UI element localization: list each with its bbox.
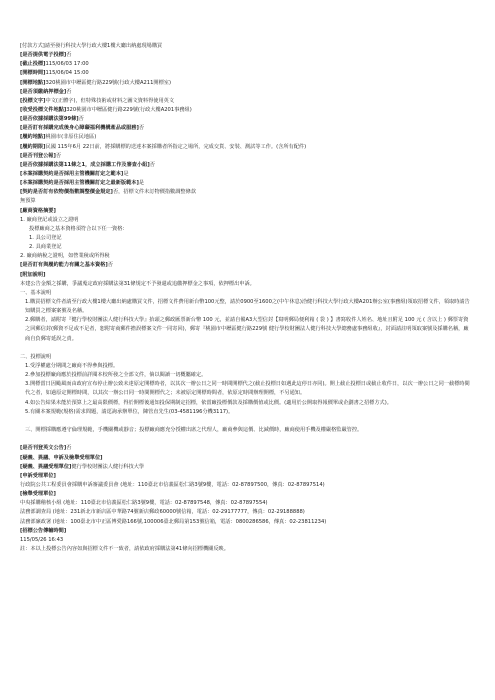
- meta-row: [20, 188, 473, 197]
- meta-value: 否: [78, 116, 84, 123]
- notes-item: 1.購買招標文件者請至行政大樓1樓大廳出納處購買文件，招標文件費用新台幣100元整，請於0900至1600之(中午休息)洽健行科技大學行政大樓A201辦公室(事務組)領取招標文件，領取時請告知購買之標案案號及名稱。: [25, 298, 470, 315]
- meta-label: [收受投標文件地點]: [20, 106, 67, 113]
- meta-row: [20, 143, 473, 152]
- meta-label: [本案採購契約是否採用主管機關訂定之最新版範本]: [20, 180, 139, 187]
- tender-meta-section: [20, 51, 473, 206]
- notes-item: 4.如公告結果未能於預算上之最高限價標，得於開標後通知投保期制定招標，依當廠投標價款及採購價值或比價。(適用於公開取得報價單或企劃書之招標方式)。: [25, 399, 392, 406]
- meta-value: 320桃園市中壢區健行路229號(行政大樓A201事務組): [66, 106, 192, 113]
- notes-section-title: 一、基本說明: [20, 289, 52, 296]
- meta-row: [20, 106, 473, 115]
- date-label: [招標公告傳輸時間]: [20, 527, 67, 534]
- spacer: [20, 417, 473, 426]
- meta-value: 否: [55, 152, 62, 159]
- notes-item: 1.受浮權處分期間之廠商不得參與投標。: [25, 363, 119, 369]
- meta-row: [20, 124, 473, 133]
- meta-value: 否: [66, 88, 72, 95]
- date-value: 115/05/26 16:43: [20, 536, 64, 543]
- meta-label: [是否訂有採購完成後身心障礙福利機構產品或服務]: [20, 125, 139, 132]
- meta-row: [20, 133, 473, 142]
- qualification-subitem: 1. 具公司登記: [29, 234, 62, 241]
- payment-method-line: [付款方式]請至發行科技大學行政大樓1樓大廳出納處現場購買: [20, 43, 163, 49]
- doubt-row: [20, 463, 473, 472]
- notes-section3: 三、開標採購應遵守倫理規範，手機關機或靜音；投標廠商應充分授權出席之代理人，廠商參與這價、比減價時，廠商使用手機及權嚴格監嚴管控。: [25, 427, 363, 434]
- meta-value: 桃園市(非原住民地區): [45, 134, 97, 141]
- complaint-value: 行政院公共工程委員會採購申訴審議委員會 (地址：110臺北市信義區松仁路3號9樓，電話：02-87897500，傳真：02-87897514): [20, 481, 325, 488]
- meta-row: [20, 161, 473, 170]
- meta-label: [本案採購契約是否採用主管機關訂定之範本]: [20, 170, 124, 177]
- notes-intro: 本建公告金額之採購，爭議蒐定政府採購法第31條規定不予發還或追繳押標金之事項，依押標出申訴。: [20, 280, 255, 287]
- qualification-item: 1. 廠商登記或設立之證明: [20, 216, 79, 223]
- meta-row: [20, 179, 473, 188]
- meta-row: [20, 69, 473, 78]
- meta-row: [20, 115, 473, 124]
- meta-label: [是否提供電子投標]: [20, 52, 67, 59]
- notes-item: 2.參加投標廠商應於投標前詳閱本校所發之全部文件，倘以閱讀一切概屬確定。: [25, 372, 207, 379]
- report-label: [檢舉受理單位]: [20, 491, 56, 498]
- meta-label: [履約期限]: [20, 143, 46, 150]
- spacer: [20, 435, 473, 444]
- meta-value: 否: [138, 125, 145, 132]
- report-unit: 法務部廉政署 (地址：100臺北市中正區博愛路166號,100006臺北郵局第153號信箱，電話：0800286586，傳真：02-23811234): [20, 518, 327, 525]
- notes-item: 3.開標當日因颱風而由政府宣布停止辦公致未達原定開標時者，以其次一辦公日之同一時間開標代之(截止投標日如遇此這停日亦同)。開上截止投標日或截止收件日，以次一辦公日之同一截標時間代之者，如過原定開標時間，以其次一辦公日同一時間開標代之；未被原定開標時間者，依原定時間辦理開標，不另通知。: [25, 381, 470, 397]
- notes-heading: [附加說明]: [20, 271, 46, 278]
- capacity-value: 否: [107, 262, 113, 269]
- notes-item: 5.有關本案規範(規格)需求問題，請逕詢承辦單位，陳管直先生(03-4581196分機3117)。: [25, 408, 234, 415]
- notes-section-title: 二、投標說明: [20, 353, 52, 360]
- complaint-label: [申訴受理單位]: [20, 472, 56, 479]
- meta-label: [投標文字]: [20, 97, 46, 104]
- qualification-subitem: 2. 具商業登記: [29, 244, 62, 251]
- doubt-label: [疑義、異議受理單位]: [20, 463, 72, 470]
- meta-label: [是否須繳納押標金]: [20, 88, 67, 95]
- qualification-section: [20, 207, 473, 271]
- meta-value: 115/06/03 17:00: [45, 61, 89, 68]
- report-unit: 中央採購稽核小組 (地址：110臺北市信義區松仁路3號9樓，電話：02-87897548，傳真：02-87897554): [20, 500, 268, 507]
- meta-value: 中文(正體字)，但特殊技術或材料之圖文資料得使用英文: [45, 97, 175, 104]
- qualification-item: 2. 廠商納稅之證明，如營業稅或所得稅: [20, 253, 110, 260]
- qualification-heading: [廠商資格摘要]: [20, 207, 56, 214]
- meta-label: [契約是否訂有依物價指數調整價金規定]: [20, 189, 113, 196]
- english-notice-row: [20, 444, 473, 453]
- meta-row: [20, 88, 473, 97]
- meta-row: [20, 51, 473, 60]
- meta-label: [是否依據採購法第99條]: [20, 116, 79, 123]
- meta-row: [20, 60, 473, 69]
- english-notice-label: [是否刊登英文公告]: [20, 445, 67, 452]
- meta-label: [是否依據採購法第11條之1，成立採購工作及審查小組]: [20, 161, 150, 168]
- contacts-section: [20, 444, 473, 545]
- footer-note: 註：本以上投標公告內容如與招標文件不一致者，請依政府採購法第41條向招標機關反映。: [20, 545, 229, 552]
- meta-value: 否: [66, 52, 72, 59]
- spacer: [20, 344, 473, 353]
- notes-item: 2.郵購者，請附寄『健行學校財團法人健行科技大學』抬頭之郵政匯票新台幣 100 元，並請自備A3大型信封【寫明郵局便利箱 ( 袋 ) 】書寫收件人姓名、地址且附足 100 元 ( 含以上 ) 郵票寄資之回郵信封(郵資不足或不足者，恕附寄商郵件擔誤標案文件一同寄回)，郵寄『桃園市中壢區健行路229號 健行學校財團法人健行科技大學總務處事務組收』，封面請註明領取案號及採購名稱，廠商自負郵寄延誤之責。: [25, 317, 469, 342]
- meta-value: 115/06/04 15:00: [45, 70, 89, 77]
- meta-row: [20, 79, 473, 88]
- meta-label: [是否刊登公報]: [20, 152, 56, 159]
- meta-label: [開標地點]: [20, 79, 46, 86]
- meta-row: [20, 97, 473, 106]
- meta-label: [履約地點]: [20, 134, 46, 141]
- qualification-intro: 投標廠商之基本資格須符合以下任一資格：: [29, 225, 128, 232]
- meta-value: 320桃園市中壢區健行路229號(行政大樓A211開標室): [45, 79, 171, 86]
- report-unit: 法務部調查局 (地址：231新北市新店區中華路74號新店郵政60000號信箱，電話：02-29177777，傳真：02-29188888): [20, 509, 305, 516]
- capacity-row: [20, 261, 473, 270]
- meta-row: [20, 152, 473, 161]
- meta-value: 民國 115年6月 22日前，將採購標的送達本案採購者所指定之場所，完成交貨、安裝、測試等工作。(含所有配件): [45, 143, 307, 150]
- meta-label: [開標時間]: [20, 70, 46, 77]
- doubt-value: 健行學校財團法人健行科技大學: [71, 463, 145, 470]
- meta-value: 是: [138, 180, 145, 187]
- meta-value: 是: [123, 170, 129, 177]
- meta-row: [20, 170, 473, 179]
- meta-value: 否，招標文件未訂物價指數調整條款: [112, 189, 196, 196]
- meta-label: [截止投標]: [20, 61, 46, 68]
- capacity-label: [是否訂有與履約能力有關之基本資格]: [20, 262, 108, 269]
- notes-section: [20, 271, 473, 436]
- meta-value: 否: [149, 161, 155, 168]
- english-notice-value: 否: [66, 445, 72, 452]
- contacts-heading: [疑義、異議、申訴及檢舉受理單位]: [20, 454, 103, 461]
- budget-note: 無預算: [20, 198, 36, 205]
